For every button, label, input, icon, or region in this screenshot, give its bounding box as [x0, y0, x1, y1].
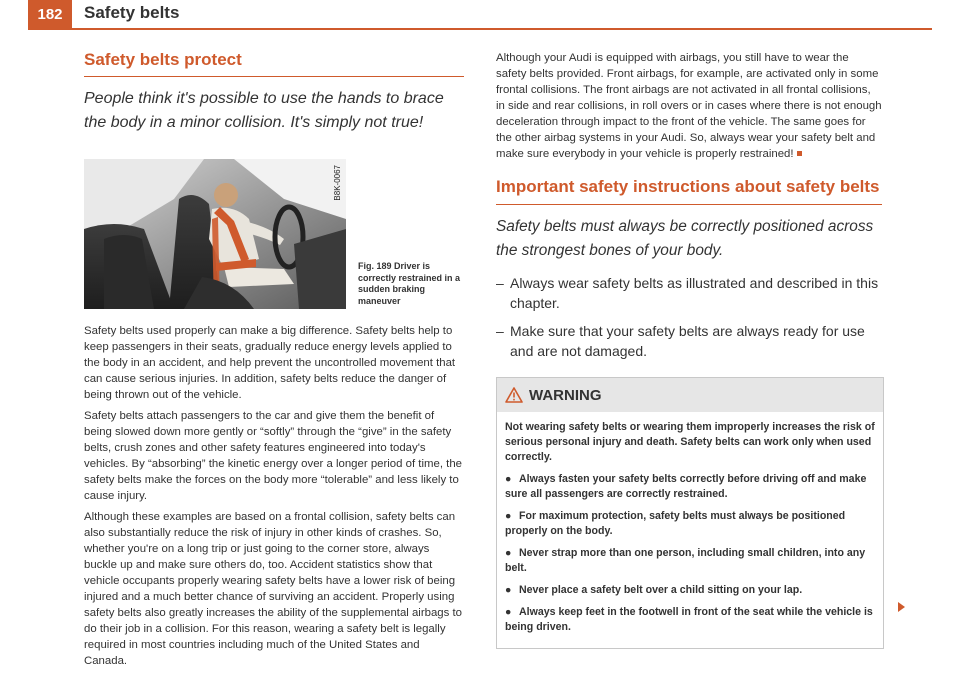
warning-triangle-icon — [505, 387, 523, 403]
paragraph: Safety belts used properly can make a big difference. Safety belts help to keep passengers in their seats, gradually reduce energy levels applied to the body in an accident, and help prevent the uncontrolled movement that can cause serious injuries. In addition, safety belts reduce the danger of being thrown out of the vehicle. — [84, 325, 456, 401]
intro-paragraph — [496, 50, 882, 162]
warning-title: WARNING — [529, 386, 602, 404]
section-title-safety-belts-protect: Safety belts protect — [84, 50, 242, 69]
driver-illustration-graphic — [84, 159, 346, 309]
figure-189 — [84, 159, 464, 309]
warning-item: ● Always keep feet in the footwell in front of the seat while the vehicle is being driven. — [505, 606, 873, 633]
section-lead: People think it's possible to use the hands to brace the body in a minor collision. It's simply not true! — [84, 90, 444, 131]
figure-caption: Fig. 189 Driver is correctly restrained in a sudden braking maneuver — [358, 261, 461, 306]
continue-arrow-icon — [898, 602, 905, 612]
warning-item: ● Never strap more than one person, including small children, into any belt. — [505, 547, 866, 574]
section-rule — [496, 204, 882, 205]
warning-item: ● For maximum protection, safety belts must always be positioned properly on the body. — [505, 510, 846, 537]
end-of-section-mark — [797, 151, 802, 156]
intro-text: Although your Audi is equipped with airbags, you still have to wear the safety belts provided. Front airbags, for example, are activated only in some frontal collisions. The front airbags are not activated in all frontal collisions, in side and rear collisions, in roll overs or in cases where there is not enough deceleration through impact to the front of the vehicle. The same goes for the other airbag systems in your Audi. So, always wear your safety belt and make sure everybody in your vehicle is properly restrained! — [496, 52, 882, 160]
warning-header — [497, 378, 883, 412]
right-column — [496, 50, 882, 649]
paragraph: Although these examples are based on a frontal collision, safety belts can also substantially reduce the risk of injury in other kinds of crashes. So, whether you're on a long trip or just going to the corner store, always buckle up and make sure others do, too. Accident statistics show that vehicle occupants properly wearing safety belts have a lower risk of being injured and a much better chance of surviving an accident. Properly using safety belts also greatly increases the ability of the supplemental airbags to do their job in a collision. For this reason, wearing a safety belt is legally required in most countries including much of the United States and Canada. — [84, 511, 462, 667]
header-rule — [28, 28, 932, 30]
section-title-important-safety-instructions: Important safety instructions about safety belts — [496, 177, 880, 196]
warning-body — [497, 412, 883, 648]
warning-intro: Not wearing safety belts or wearing them improperly increases the risk of serious personal injury and death. Safety belts can work only when used correctly. — [505, 421, 875, 463]
section-rule — [84, 76, 464, 77]
warning-item: ● Always fasten your safety belts correctly before driving off and make sure all passengers are correctly restrained. — [505, 473, 867, 500]
driver-belt-illustration — [84, 159, 346, 309]
page-number: 182 — [28, 0, 72, 28]
section-lead: Safety belts must always be correctly positioned across the strongest bones of your body. — [496, 218, 874, 259]
section-important-safety-instructions — [496, 176, 882, 361]
left-column — [84, 50, 464, 669]
instruction-list — [496, 273, 882, 361]
paragraph: Safety belts attach passengers to the car and give them the benefit of being slowed down more gently or “softly” through the “give” in the safety belts, crush zones and other safety features engineered into today's vehicles. By “absorbing” the kinetic energy over a longer period of time, the safety belts make the forces on the body more “tolerable” and less likely to cause injury. — [84, 410, 462, 502]
list-item: – Make sure that your safety belts are always ready for use and are not damaged. — [496, 323, 865, 359]
warning-item: ● Never place a safety belt over a child sitting on your lap. — [505, 584, 803, 596]
figure-code: B8K-0067 — [333, 165, 342, 201]
running-head: Safety belts — [84, 3, 180, 22]
list-item: – Always wear safety belts as illustrated and described in this chapter. — [496, 275, 879, 311]
warning-box — [496, 377, 884, 649]
